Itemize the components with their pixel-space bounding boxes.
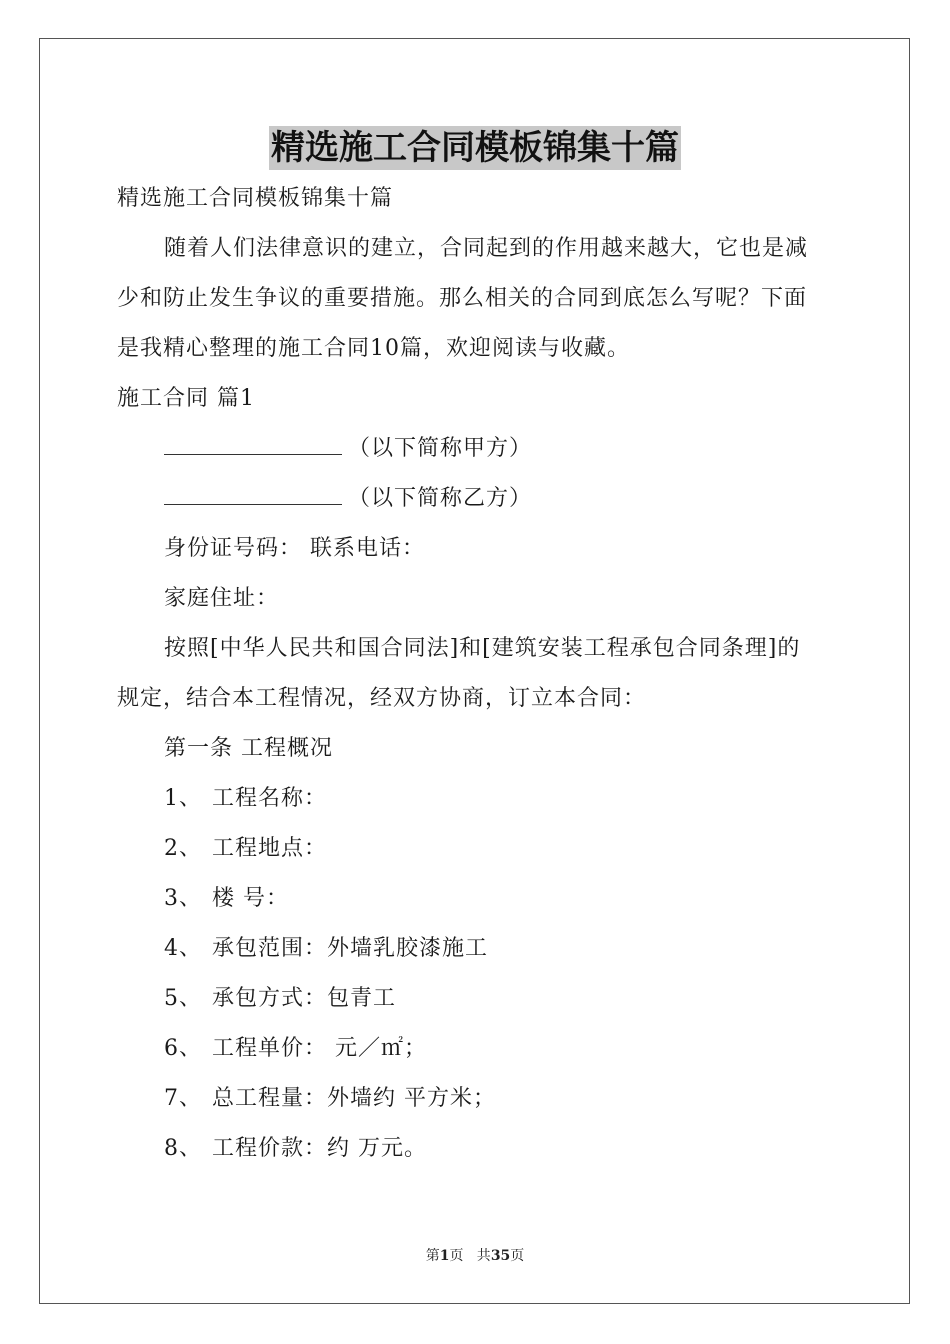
intro-line-2: 少和防止发生争议的重要措施。那么相关的合同到底怎么写呢？下面 [117,286,808,311]
intro-line-3: 是我精心整理的施工合同10篇，欢迎阅读与收藏。 [117,336,630,361]
list-item [164,934,488,964]
footer-prefix: 第 [425,1248,440,1264]
footer-suffix: 页 [510,1248,525,1264]
basis-line-2: 规定，结合本工程情况，经双方协商，订立本合同： [117,686,647,711]
list-item-text: 总工程量：外墙约 平方米； [212,1086,496,1111]
list-item [164,1034,427,1064]
list-item [164,784,327,814]
party-a-label: （以下简称甲方） [348,436,533,461]
list-item-number: 8、 [164,1136,202,1161]
list-item-number: 6、 [164,1036,202,1061]
page-border [39,38,910,1304]
list-item [164,1134,427,1164]
list-item-number: 4、 [164,936,202,961]
list-item [164,984,396,1014]
doc-subtitle: 精选施工合同模板锦集十篇 [117,186,394,211]
list-item [164,1084,496,1114]
party-a-blank [164,434,342,455]
footer-mid: 页 共 [449,1248,491,1264]
party-b-blank [164,484,342,505]
address-line: 家庭住址： [164,586,280,611]
article-1-heading: 第一条 工程概况 [164,736,333,761]
party-a-line [164,434,532,464]
page-footer [0,1246,950,1266]
list-item-number: 3、 [164,886,202,911]
title-wrap [0,126,950,170]
party-b-label: （以下简称乙方） [348,486,533,511]
list-item [164,884,289,914]
basis-line-1: 按照[中华人民共和国合同法]和[建筑安装工程承包合同条理]的 [164,636,801,661]
list-item-text: 工程价款：约 万元。 [212,1136,427,1161]
doc-title: 精选施工合同模板锦集十篇 [271,128,679,168]
list-item-text: 楼 号： [212,886,289,911]
list-item-text: 工程单价： 元／㎡； [212,1036,427,1061]
list-item-text: 工程地点： [212,836,328,861]
intro-line-1: 随着人们法律意识的建立，合同起到的作用越来越大，它也是减 [164,236,809,261]
list-item-text: 工程名称： [212,786,328,811]
list-item-number: 7、 [164,1086,202,1111]
list-item-number: 2、 [164,836,202,861]
list-item-number: 5、 [164,986,202,1011]
list-item [164,834,327,864]
section-heading: 施工合同 篇1 [117,386,255,411]
list-item-number: 1、 [164,786,202,811]
party-b-line [164,484,532,514]
list-item-text: 承包范围：外墙乳胶漆施工 [212,936,489,961]
footer-total-pages: 35 [490,1248,511,1264]
footer-page-number: 1 [439,1248,450,1264]
list-item-text: 承包方式：包青工 [212,986,397,1011]
id-phone-line: 身份证号码： 联系电话： [164,536,425,561]
